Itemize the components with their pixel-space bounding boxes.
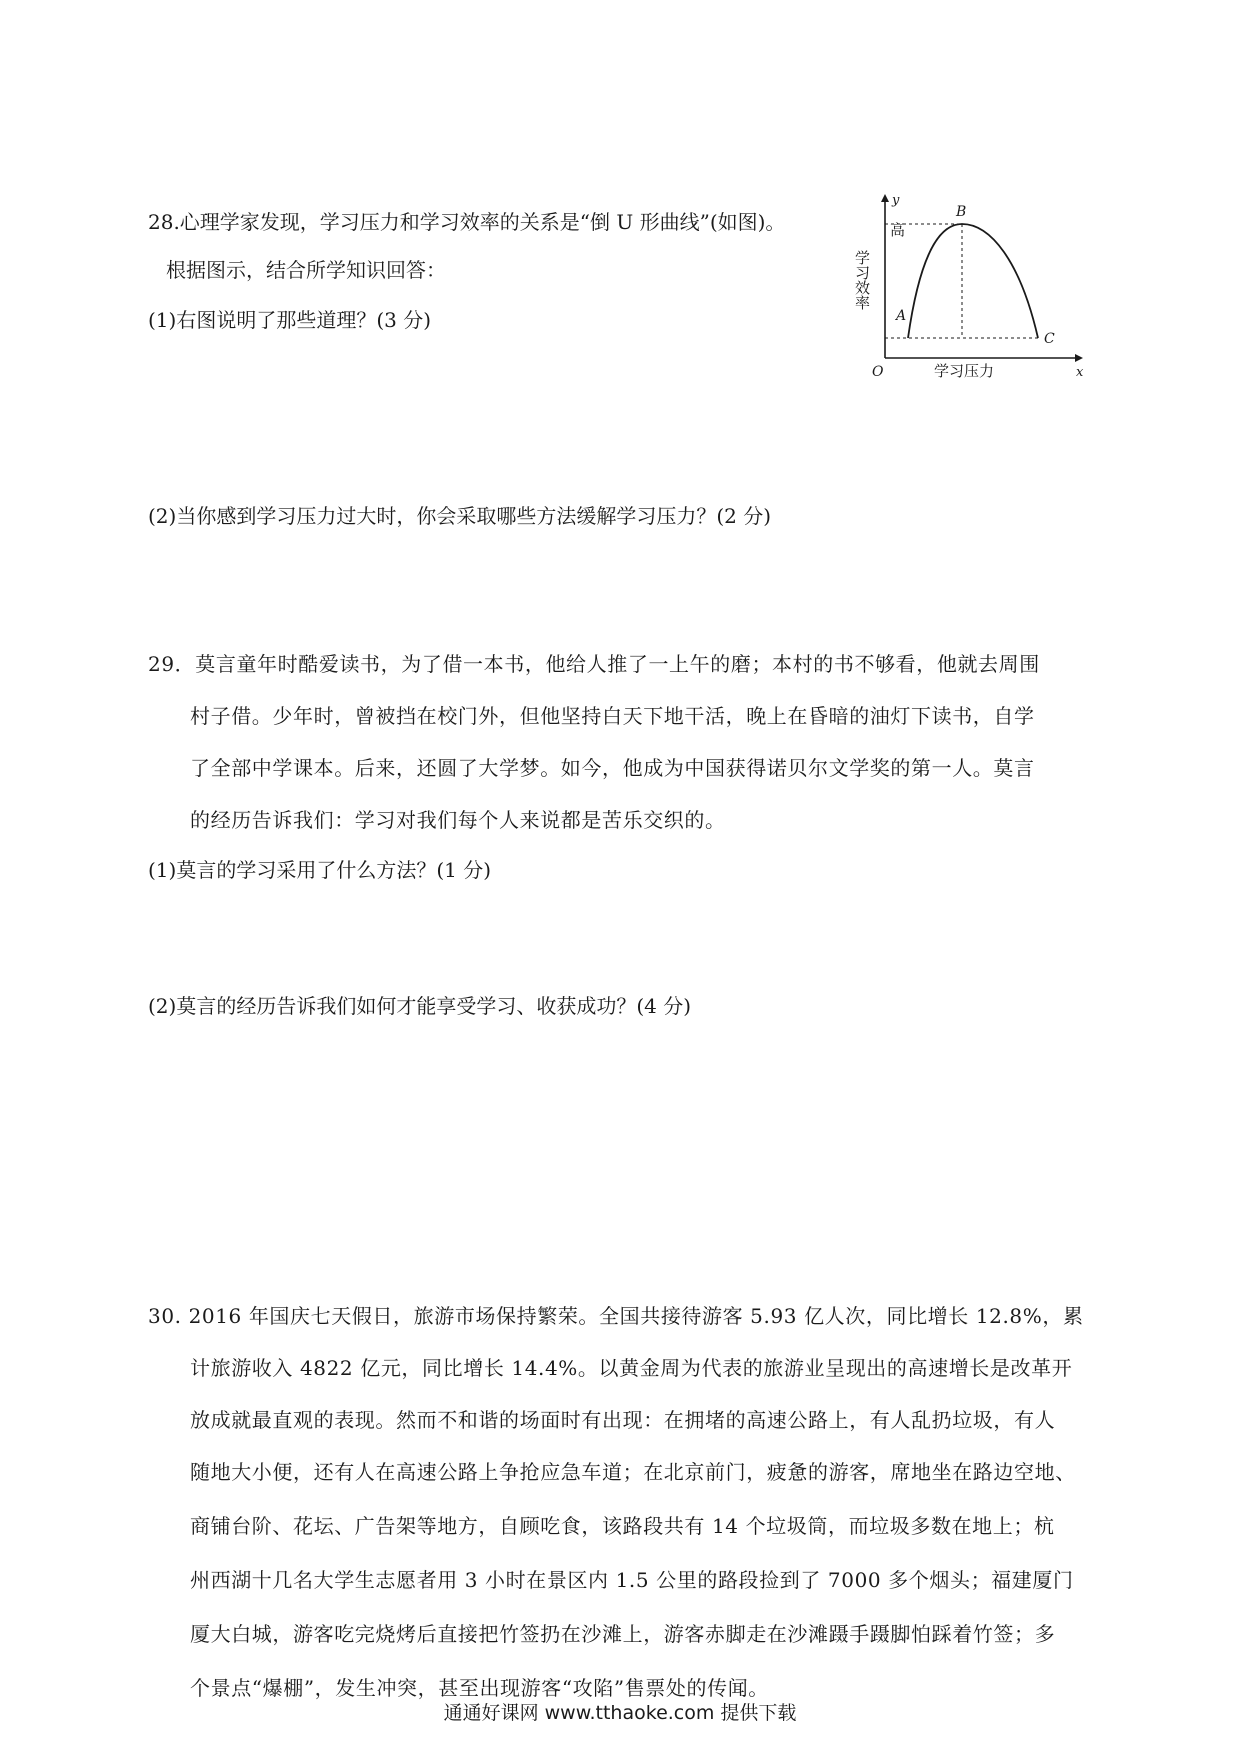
point-b-label: B [956,204,967,220]
q30-text-line-6: 州西湖十几名大学生志愿者用 3 小时在景区内 1.5 公里的路段捡到了 7000 多个烟头；福建厦门 [190,1568,1074,1592]
y-axis-label: 学习效率 [853,250,871,310]
y-axis-arrow-icon [881,194,889,202]
origin-label: O [872,364,884,380]
point-c-label: C [1044,331,1055,347]
q29-part2: (2)莫言的经历告诉我们如何才能享受学习、收获成功？(4 分) [148,994,692,1018]
y-axis-letter: y [892,193,900,208]
x-axis-arrow-icon [1075,354,1083,362]
q29-text-line-2: 村子借。少年时，曾被挡在校门外，但他坚持白天下地干活，晚上在昏暗的油灯下读书，自学 [190,704,1035,728]
q30-text-line-7: 厦大白城，游客吃完烧烤后直接把竹签扔在沙滩上，游客赤脚走在沙滩蹑手蹑脚怕踩着竹签；多 [190,1622,1056,1646]
x-axis-label: 学习压力 [934,362,995,380]
q28-part2: (2)当你感到学习压力过大时，你会采取哪些方法缓解学习压力？(2 分) [148,504,772,528]
q28-intro: 根据图示，结合所学知识回答： [166,258,446,282]
inverted-u-curve [908,224,1038,338]
high-label: 高 [890,221,906,239]
q29-text-line-1: 29．莫言童年时酷爱读书，为了借一本书，他给人推了一上午的磨；本村的书不够看，他就去周围 [148,652,1040,676]
q30-text-line-3: 放成就最直观的表现。然而不和谐的场面时有出现：在拥堵的高速公路上，有人乱扔垃圾，有人 [190,1408,1056,1432]
q30-text-line-8: 个景点“爆棚”，发生冲突，甚至出现游客“攻陷”售票处的传闻。 [190,1676,769,1700]
point-a-label: A [896,308,907,324]
q30-text-line-5: 商铺台阶、花坛、广告架等地方，自顾吃食，该路段共有 14 个垃圾筒，而垃圾多数在地上；杭 [190,1514,1055,1538]
x-axis-letter: x [1076,365,1084,380]
q28-title: 28.心理学家发现，学习压力和学习效率的关系是“倒 U 形曲线”(如图)。 [148,210,786,234]
q30-text-line-4: 随地大小便，还有人在高速公路上争抢应急车道；在北京前门，疲惫的游客，席地坐在路边空地、 [190,1460,1076,1484]
page-footer: 通通好课网 www.tthaoke.com 提供下载 [443,1702,797,1724]
q29-part1: (1)莫言的学习采用了什么方法？(1 分) [148,858,492,882]
q30-text-line-1: 30. 2016 年国庆七天假日，旅游市场保持繁荣。全国共接待游客 5.93 亿人次，同比增长 12.8%，累 [148,1304,1084,1328]
inverted-u-diagram [850,190,1090,380]
q28-part1: (1)右图说明了那些道理？(3 分) [148,308,432,332]
q29-text-line-4: 的经历告诉我们：学习对我们每个人来说都是苦乐交织的。 [190,808,726,832]
q29-text-line-3: 了全部中学课本。后来，还圆了大学梦。如今，他成为中国获得诺贝尔文学奖的第一人。莫言 [190,756,1035,780]
q30-text-line-2: 计旅游收入 4822 亿元，同比增长 14.4%。以黄金周为代表的旅游业呈现出的高速增长是改革开 [190,1356,1073,1380]
